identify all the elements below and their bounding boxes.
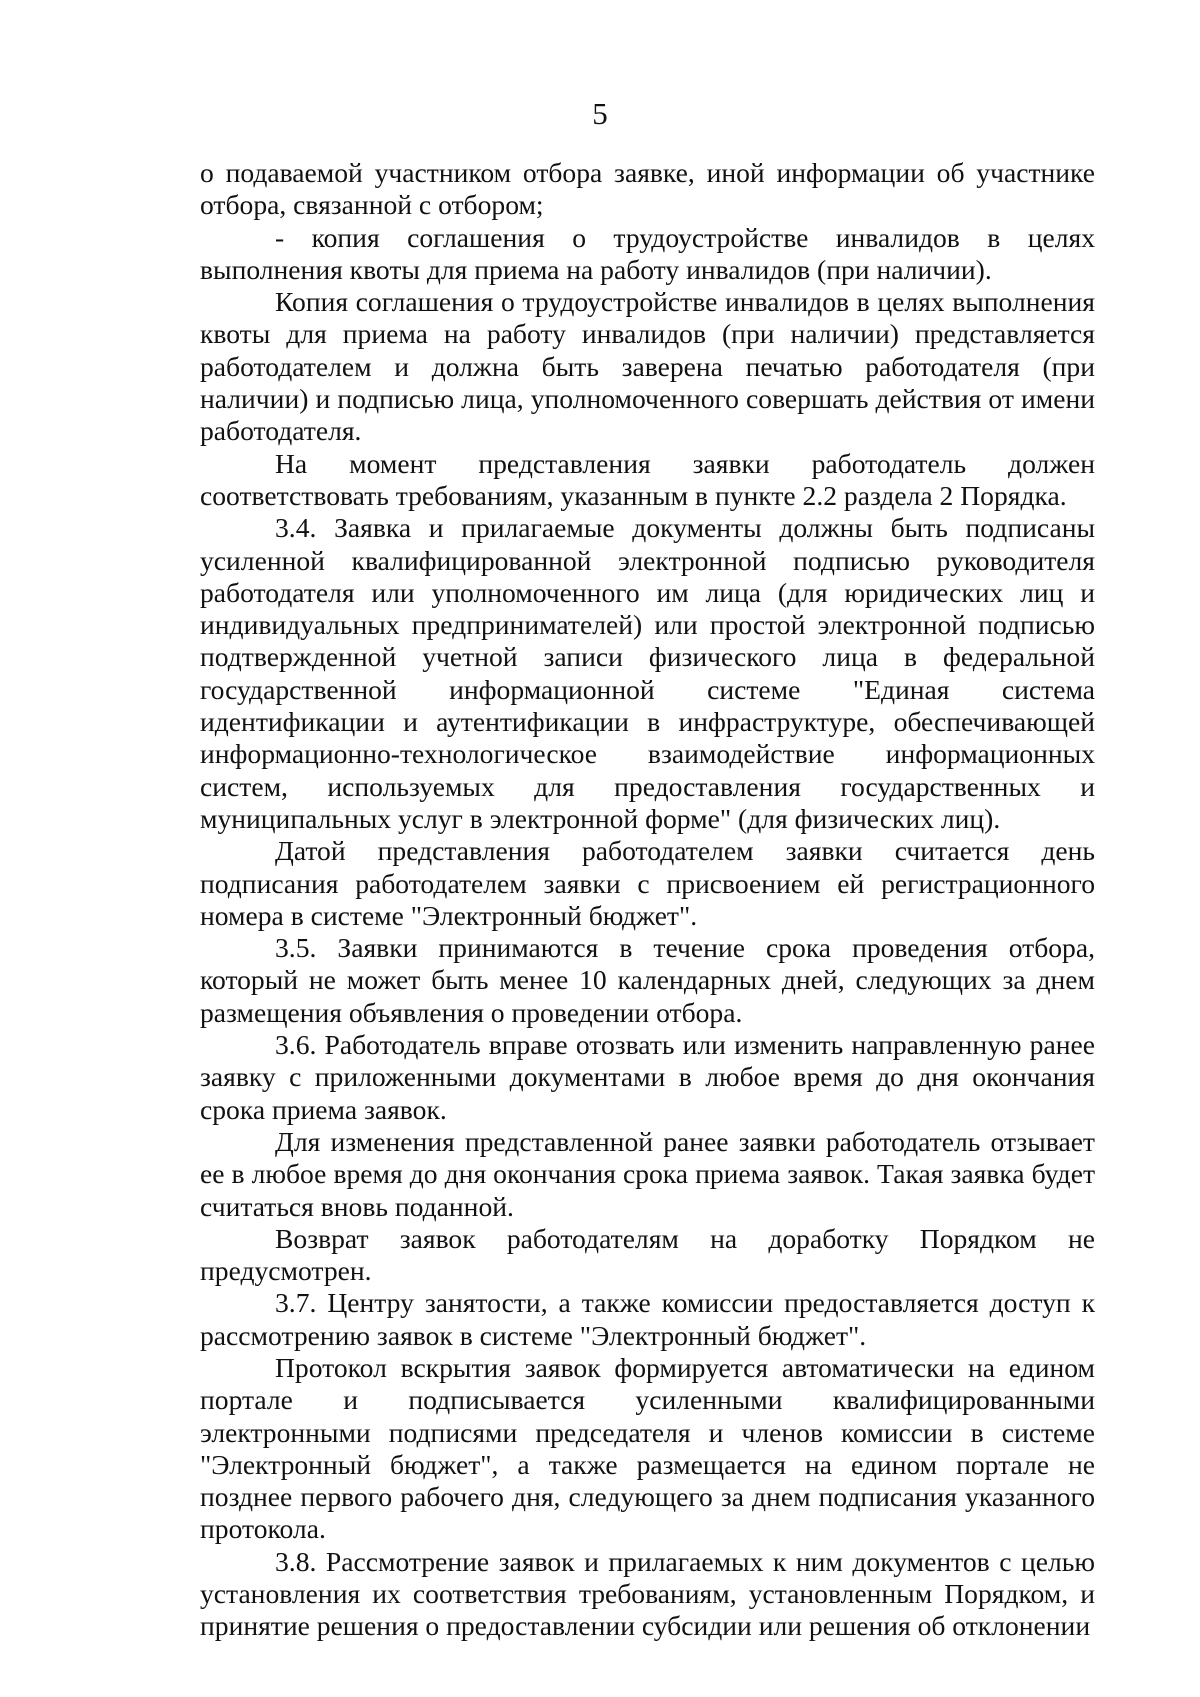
paragraph-3-4-signing: 3.4. Заявка и прилагаемые документы должны быть подписаны усиленной квалифицированной электронной подписью руководителя работодателя или уполномоченного им лица (для юридических лиц и индивидуальных предпринимателей) или простой электронной подписью подтвержденной учетной записи физического лица в федеральной государственной информационной системе "Единая система идентификации и аутентификации в инфраструктуре, обеспечивающей информационно-технологическое взаимодействие информационных систем, используемых для предоставления государственных и муниципальных услуг в электронной форме" (для физических лиц). bbox=[200, 512, 1095, 834]
page-number: 5 bbox=[592, 96, 608, 131]
paragraph-3-8-review: 3.8. Рассмотрение заявок и прилагаемых к ним документов с целью установления их соответствия требованиям, установленным Порядком, и принятие решения о предоставлении субсидии или решения об отклонении bbox=[200, 1545, 1095, 1642]
paragraph-submission-date: Датой представления работодателем заявки считается день подписания работодателем заявки с присвоением ей регистрационного номера в системе "Электронный бюджет". bbox=[200, 835, 1095, 931]
paragraph-3-7-access: 3.7. Центру занятости, а также комиссии предоставляется доступ к рассмотрению заявок в системе "Электронный бюджет". bbox=[200, 1287, 1095, 1351]
paragraph-agreement-copy-item: - копия соглашения о трудоустройстве инвалидов в целях выполнения квоты для приема на работу инвалидов (при наличии). bbox=[200, 221, 1095, 285]
paragraph-3-5-acceptance-period: 3.5. Заявки принимаются в течение срока проведения отбора, который не может быть менее 10 календарных дней, следующих за днем размещения объявления о проведении отбора. bbox=[200, 932, 1095, 1028]
paragraph-employer-requirements: На момент представления заявки работодатель должен соответствовать требованиям, указанным в пункте 2.2 раздела 2 Порядка. bbox=[200, 447, 1095, 511]
document-body bbox=[200, 157, 1095, 1643]
paragraph-change-application: Для изменения представленной ранее заявки работодатель отзывает ее в любое время до дня окончания срока приема заявок. Такая заявка будет считаться вновь поданной. bbox=[200, 1125, 1095, 1222]
paragraph-3-6-withdrawal: 3.6. Работодатель вправе отозвать или изменить направленную ранее заявку с приложенными документами в любое время до дня окончания срока приема заявок. bbox=[200, 1029, 1095, 1125]
paragraph-no-return: Возврат заявок работодателям на доработку Порядком не предусмотрен. bbox=[200, 1222, 1095, 1287]
paragraph-opening-protocol: Протокол вскрытия заявок формируется автоматически на едином портале и подписывается усиленными квалифицированными электронными подписями председателя и членов комиссии в системе "Электронный бюджет", а также размещается на едином портале не позднее первого рабочего дня, следующего за днем подписания указанного протокола. bbox=[200, 1351, 1095, 1545]
paragraph-continuation: о подаваемой участником отбора заявке, иной информации об участнике отбора, связанной с отбором; bbox=[200, 157, 1095, 221]
paragraph-agreement-copy-certification: Копия соглашения о трудоустройстве инвалидов в целях выполнения квоты для приема на работу инвалидов (при наличии) представляется работодателем и должна быть заверена печатью работодателя (при наличии) и подписью лица, уполномоченного совершать действия от имени работодателя. bbox=[200, 286, 1095, 447]
